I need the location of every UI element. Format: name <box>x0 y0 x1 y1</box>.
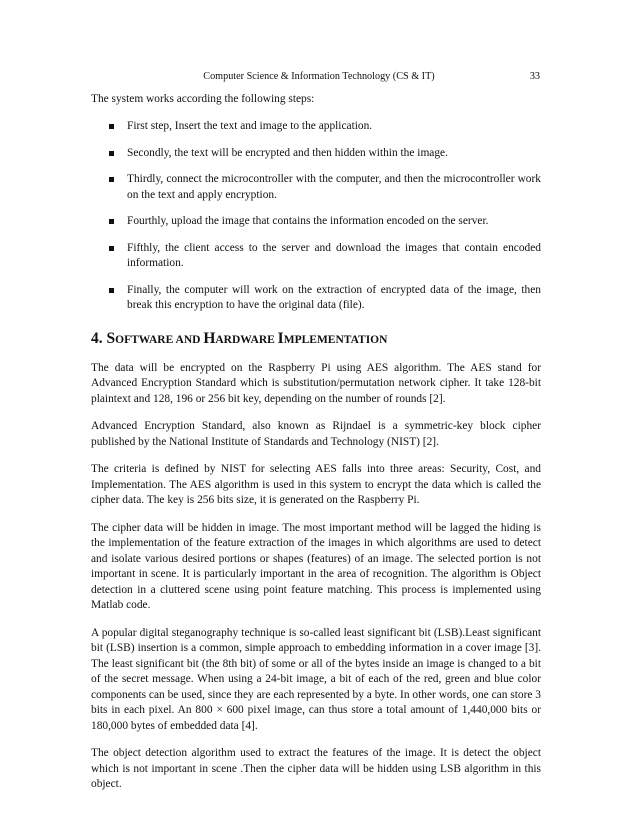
square-bullet-icon <box>109 288 114 293</box>
section-title-smallcaps: MPLEMENTATION <box>283 333 388 346</box>
list-item <box>91 283 541 314</box>
square-bullet-icon <box>109 246 114 251</box>
square-bullet-icon <box>109 151 114 156</box>
body-paragraph: A popular digital steganography technique is so-called least significant bit (LSB).Least significant bit (LSB) insertion is a common, simple approach to embedding information in a cover image [3]. The least significant bit (the 8th bit) of some or all of the bytes inside an image is changed to a bit of the secret message. When using a 24-bit image, a bit of each of the red, green and blue color components can be used, since they are each represented by a byte. In other words, one can store 3 bits in each pixel. An 800 × 600 pixel image, can thus store a total amount of 1,440,000 bits or 180,000 bytes of embedded data [4]. <box>91 626 541 732</box>
section-title-smallcaps: OFTWARE AND <box>115 333 204 346</box>
square-bullet-icon <box>109 124 114 129</box>
intro-text: The system works according the following steps: <box>91 93 315 105</box>
running-header <box>0 70 638 84</box>
section-title-cap: H <box>203 329 216 347</box>
page-content <box>91 92 541 805</box>
body-paragraph: The cipher data will be hidden in image. The most important method will be lagged the hiding is the implementation of the feature extraction of the images in which algorithms are used to detect and isolate various desired portions or shapes (features) of an image. The selected portion is not important in scene. It is particularly important in the area of recognition. The algorithm is Object detection in a cluttered scene using point feature matching. This process is implemented using Matlab code. <box>91 521 541 611</box>
list-item-text: Secondly, the text will be encrypted and then hidden within the image. <box>127 146 448 159</box>
square-bullet-icon <box>109 177 114 182</box>
section-number: 4. <box>91 329 103 347</box>
list-item <box>91 241 541 272</box>
list-item-text: First step, Insert the text and image to the application. <box>127 120 373 132</box>
list-item-text: Thirdly, connect the microcontroller with the computer, and then the microcontroller work on the text and apply encryption. <box>127 173 541 201</box>
section-title-cap: S <box>106 329 116 347</box>
section-title-cap: I <box>277 329 284 347</box>
body-paragraph: The criteria is defined by NIST for selecting AES falls into three areas: Security, Cost, and Implementation. The AES algorithm is used in this system to encrypt the data which is called the cipher data. The key is 256 bits size, it is generated on the Raspberry Pi. <box>91 463 541 506</box>
list-item <box>91 214 541 230</box>
page-number: 33 <box>529 71 540 82</box>
body-paragraph: The object detection algorithm used to extract the features of the image. It is detect the object which is not important in scene .Then the cipher data will be hidden using LSB algorithm in this object. <box>91 747 541 790</box>
steps-list <box>91 119 541 314</box>
square-bullet-icon <box>109 219 114 224</box>
list-item-text: Fourthly, upload the image that contains the information encoded on the server. <box>127 215 489 227</box>
body-paragraph: The data will be encrypted on the Raspberry Pi using AES algorithm. The AES stand for Advanced Encryption Standard which is substitution/permutation network cipher. It take 128-bit plaintext and 128, 196 or 256 bit key, depending on the number of rounds [2]. <box>91 361 541 405</box>
journal-title: Computer Science & Information Technology (CS & IT) <box>203 71 435 82</box>
list-item <box>91 146 541 162</box>
section-heading <box>91 330 541 349</box>
list-item <box>91 172 541 203</box>
body-paragraph: Advanced Encryption Standard, also known as Rijndael is a symmetric-key block cipher published by the National Institute of Standards and Technology (NIST) [2]. <box>91 420 541 448</box>
list-item-text: Fifthly, the client access to the server and download the images that contain encoded information. <box>127 241 541 269</box>
section-title-smallcaps: ARDWARE <box>215 333 278 346</box>
list-item <box>91 119 541 135</box>
list-item-text: Finally, the computer will work on the extraction of encrypted data of the image, then break this encryption to have the original data (file). <box>127 283 541 311</box>
